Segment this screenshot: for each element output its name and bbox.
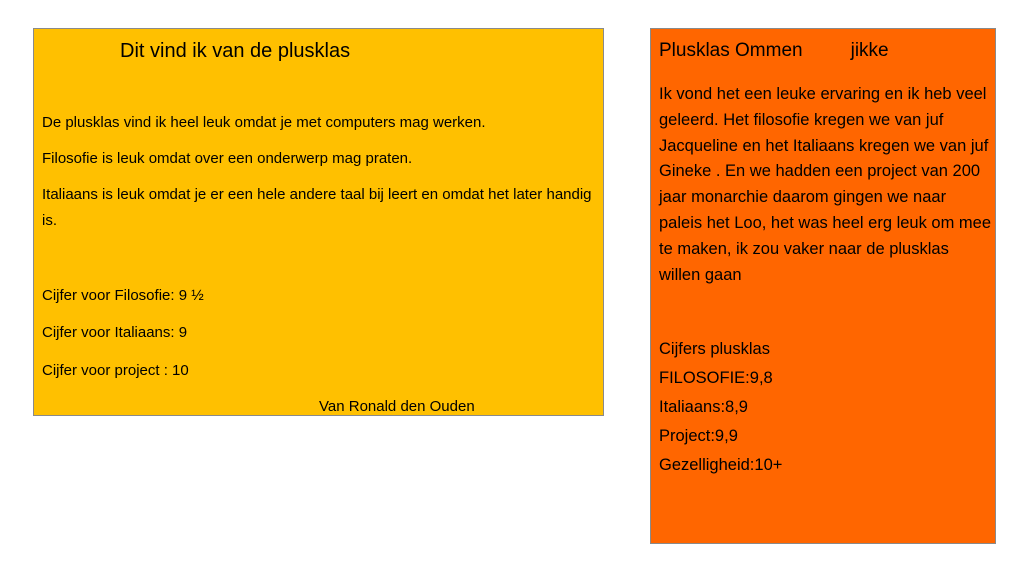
ronald-text-box [33,28,604,416]
grade-filosofie: Cijfer voor Filosofie: 9 ½ [42,287,204,304]
grade-filosofie: FILOSOFIE:9,8 [659,369,773,387]
grade-project: Cijfer voor project : 10 [42,362,189,379]
experience-story: Ik vond het een leuke ervaring en ik heb veel geleerd. Het filosofie kregen we van juf Jacqueline en het Italiaans kregen we van juf Gineke . En we hadden een project van 200 jaar monarchie daarom gingen we naar paleis het Loo, het was heel erg leuk om mee te maken, ik zou vaker naar de plusklas willen gaan [659,85,992,284]
paragraph-filosofie: Filosofie is leuk omdat over een onderwerp mag praten. [42,150,413,167]
grade-gezelligheid: Gezelligheid:10+ [659,456,783,474]
right-panel-header [659,40,889,62]
grade-project: Project:9,9 [659,427,738,445]
grade-italiaans: Italiaans:8,9 [659,398,748,416]
plusklas-grades [659,335,782,480]
signature: Van Ronald den Ouden [319,398,475,415]
jikke-text-box [650,28,996,544]
grades-heading: Cijfers plusklas [659,340,770,358]
right-panel-author: jikke [850,40,889,61]
grade-italiaans: Cijfer voor Italiaans: 9 [42,324,188,341]
left-panel-title: Dit vind ik van de plusklas [120,40,351,62]
right-panel-title: Plusklas Ommen [659,40,803,61]
paragraph-computers: De plusklas vind ik heel leuk omdat je met computers mag werken. [42,114,486,131]
paragraph-italiaans: Italiaans is leuk omdat je er een hele andere taal bij leert en omdat het later handig is. [42,186,592,229]
